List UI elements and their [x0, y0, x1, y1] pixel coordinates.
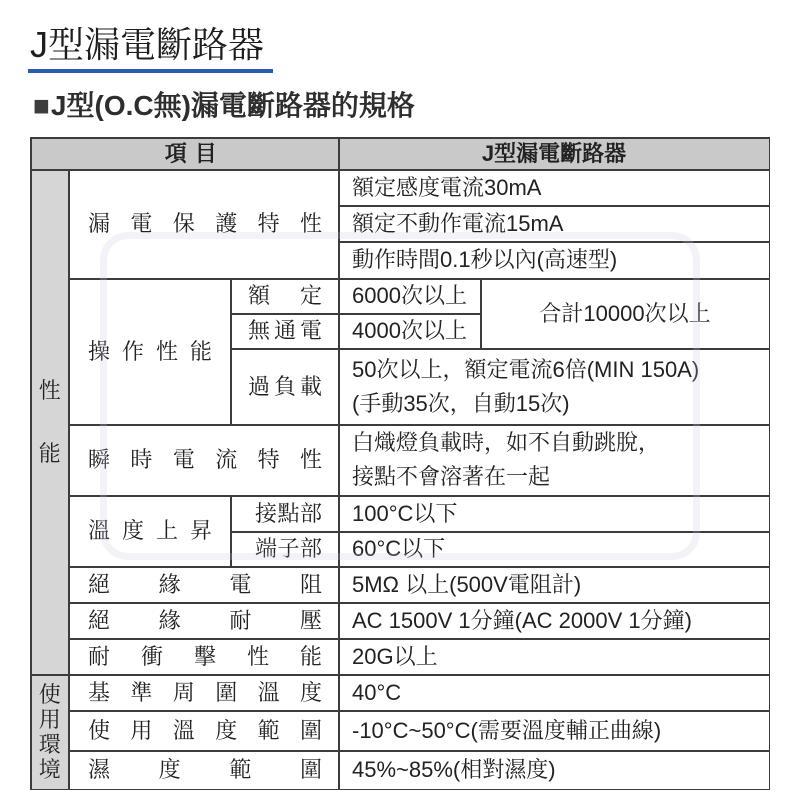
value-line: 白熾燈負載時，如不自動跳脫， [352, 430, 661, 456]
item-operation [70, 280, 231, 425]
item-label: 絕緣耐壓 [88, 607, 322, 633]
value-text: 40°C [352, 679, 402, 705]
value-text: 4000次以上 [352, 318, 467, 344]
square-bullet-icon: ■ [33, 90, 50, 121]
item-label: 操作性能 [88, 338, 212, 364]
value-text: 額定不動作電流15mA [352, 210, 564, 236]
item-label: 基準周圍溫度 [88, 679, 322, 705]
value-text: -10°C~50°C(需要溫度輔正曲線) [352, 717, 662, 743]
value-line: 接點不會溶著在一起 [352, 464, 551, 490]
page-title: J型漏電斷路器 [30, 24, 265, 65]
value-operating-temp [340, 712, 769, 751]
value-rated-operations [340, 280, 481, 314]
value-operating-time [340, 243, 769, 279]
value-text: 額定感度電流30mA [352, 174, 542, 200]
subitem-overload [232, 350, 339, 425]
subitem-contact [232, 497, 339, 532]
value-text: 60°C以下 [352, 536, 446, 562]
value-rated-sensitivity [340, 171, 769, 206]
value-text: 6000次以上 [352, 283, 467, 309]
item-label: 漏電保護特性 [88, 211, 322, 237]
item-operating-temp [70, 712, 339, 751]
value-line: (手動35次，自動15次) [352, 390, 570, 416]
value-insulation-resistance [340, 568, 769, 603]
value-overload [340, 350, 769, 425]
value-text: 20G以上 [352, 643, 438, 669]
value-line: 50次以上，額定電流6倍(MIN 150A) [352, 356, 700, 382]
value-terminal-temp [340, 533, 769, 567]
subitem-label: 接點部 [255, 500, 322, 526]
group-performance [32, 171, 69, 675]
value-no-current-operations [340, 315, 481, 349]
value-text: AC 1500V 1分鐘(AC 2000V 1分鐘) [352, 607, 692, 633]
value-text: 動作時間0.1秒以內(高速型) [352, 247, 618, 273]
group-environment-label: 使用環境 [38, 682, 61, 782]
header-product [340, 139, 769, 170]
subitem-label: 無通電 [248, 318, 322, 344]
item-shock-resistance [70, 640, 339, 675]
item-dielectric-strength [70, 604, 339, 639]
value-instant-current [340, 426, 769, 496]
value-text: 45%~85%(相對濕度) [352, 756, 556, 782]
spec-table [30, 137, 770, 790]
value-text: 合計10000次以上 [539, 300, 711, 326]
item-leakage-protection [70, 171, 339, 279]
value-text: 5MΩ 以上(500V電阻計) [352, 571, 582, 597]
item-temperature-rise [70, 497, 231, 567]
item-label: 溫度上昇 [88, 518, 212, 544]
value-humidity [340, 752, 769, 789]
item-label: 瞬時電流特性 [88, 447, 322, 473]
item-humidity [70, 752, 339, 789]
group-environment [32, 676, 69, 789]
subitem-label: 過負載 [248, 373, 322, 399]
value-ambient-temp [340, 676, 769, 711]
item-insulation-resistance [70, 568, 339, 603]
group-performance-label: 性能 [38, 378, 61, 467]
value-rated-non-operating [340, 207, 769, 242]
item-label: 絕緣電阻 [88, 571, 322, 597]
item-instant-current [70, 426, 339, 496]
item-label: 使用溫度範圍 [88, 717, 322, 743]
subitem-label: 端子部 [255, 536, 322, 562]
header-item-label: 項目 [164, 140, 225, 166]
title-underline [28, 69, 273, 73]
value-text: 100°C以下 [352, 500, 458, 526]
header-product-label: J型漏電斷路器 [481, 140, 627, 166]
value-dielectric-strength [340, 604, 769, 639]
item-label: 耐衝擊性能 [88, 643, 322, 669]
subitem-rated [232, 280, 339, 314]
subitem-no-current [232, 315, 339, 349]
subitem-label: 額定 [248, 283, 322, 309]
value-shock-resistance [340, 640, 769, 675]
value-contact-temp [340, 497, 769, 532]
header-item [32, 139, 339, 170]
item-label: 濕度範圍 [88, 756, 322, 782]
subitem-terminal [232, 533, 339, 567]
value-total-operations [482, 280, 769, 349]
section-heading-text: J型(O.C無)漏電斷路器的規格 [50, 90, 415, 121]
item-ambient-temp [70, 676, 339, 711]
section-heading [33, 88, 415, 124]
